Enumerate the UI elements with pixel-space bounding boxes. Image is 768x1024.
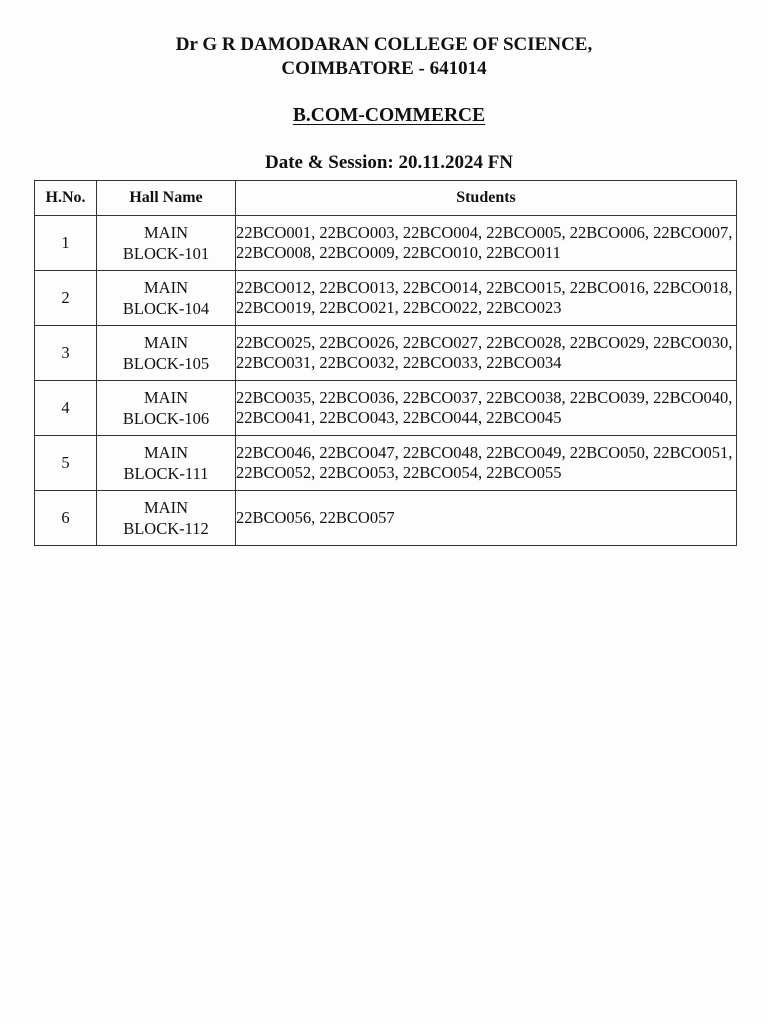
student-list: 22BCO025, 22BCO026, 22BCO027, 22BCO028, 22BCO029, 22BCO030, 22BCO031, 22BCO032, 22BCO033, 22BCO034 bbox=[236, 326, 737, 381]
college-location: COIMBATORE - 641014 bbox=[281, 58, 487, 79]
hall-name-line2: BLOCK-111 bbox=[123, 464, 209, 483]
student-list: 22BCO012, 22BCO013, 22BCO014, 22BCO015, 22BCO016, 22BCO018, 22BCO019, 22BCO021, 22BCO022, 22BCO023 bbox=[236, 271, 737, 326]
hall-number: 4 bbox=[35, 381, 97, 436]
hall-number: 2 bbox=[35, 271, 97, 326]
hall-number: 6 bbox=[35, 491, 97, 546]
hall-name-line1: MAIN bbox=[144, 498, 188, 517]
table-row bbox=[35, 381, 737, 436]
student-list: 22BCO046, 22BCO047, 22BCO048, 22BCO049, 22BCO050, 22BCO051, 22BCO052, 22BCO053, 22BCO054, 22BCO055 bbox=[236, 436, 737, 491]
hall-name-line2: BLOCK-104 bbox=[122, 299, 210, 318]
hall-name-line2: BLOCK-105 bbox=[122, 354, 210, 373]
table-header-row bbox=[35, 181, 737, 216]
table-row bbox=[35, 491, 737, 546]
hall-name-line1: MAIN bbox=[144, 223, 188, 242]
hall-name-line1: MAIN bbox=[144, 333, 188, 352]
hall-name-line2: BLOCK-101 bbox=[122, 244, 210, 263]
hall-name-line1: MAIN bbox=[144, 388, 188, 407]
hall-name bbox=[97, 216, 236, 271]
college-name: Dr G R DAMODARAN COLLEGE OF SCIENCE, bbox=[175, 34, 593, 55]
column-header-hno: H.No. bbox=[35, 181, 97, 216]
date-session: Date & Session: 20.11.2024 FN bbox=[264, 152, 514, 173]
hall-number: 3 bbox=[35, 326, 97, 381]
column-header-students: Students bbox=[236, 181, 737, 216]
hall-name-line2: BLOCK-112 bbox=[123, 519, 209, 538]
hall-name-line1: MAIN bbox=[144, 443, 188, 462]
hall-number: 5 bbox=[35, 436, 97, 491]
hall-name-line1: MAIN bbox=[144, 278, 188, 297]
column-header-hall-name: Hall Name bbox=[97, 181, 236, 216]
hall-name bbox=[97, 491, 236, 546]
hall-name bbox=[97, 326, 236, 381]
student-list: 22BCO056, 22BCO057 bbox=[236, 491, 737, 546]
student-list: 22BCO035, 22BCO036, 22BCO037, 22BCO038, 22BCO039, 22BCO040, 22BCO041, 22BCO043, 22BCO044, 22BCO045 bbox=[236, 381, 737, 436]
hall-name bbox=[97, 436, 236, 491]
hall-number: 1 bbox=[35, 216, 97, 271]
table-row bbox=[35, 216, 737, 271]
hall-name-line2: BLOCK-106 bbox=[122, 409, 210, 428]
hall-name bbox=[97, 381, 236, 436]
student-list: 22BCO001, 22BCO003, 22BCO004, 22BCO005, 22BCO006, 22BCO007, 22BCO008, 22BCO009, 22BCO010, 22BCO011 bbox=[236, 216, 737, 271]
table-row bbox=[35, 326, 737, 381]
department-title: B.COM-COMMERCE bbox=[292, 105, 486, 126]
table-row bbox=[35, 271, 737, 326]
hall-name bbox=[97, 271, 236, 326]
table-row bbox=[35, 436, 737, 491]
hall-allocation-table bbox=[34, 180, 737, 546]
